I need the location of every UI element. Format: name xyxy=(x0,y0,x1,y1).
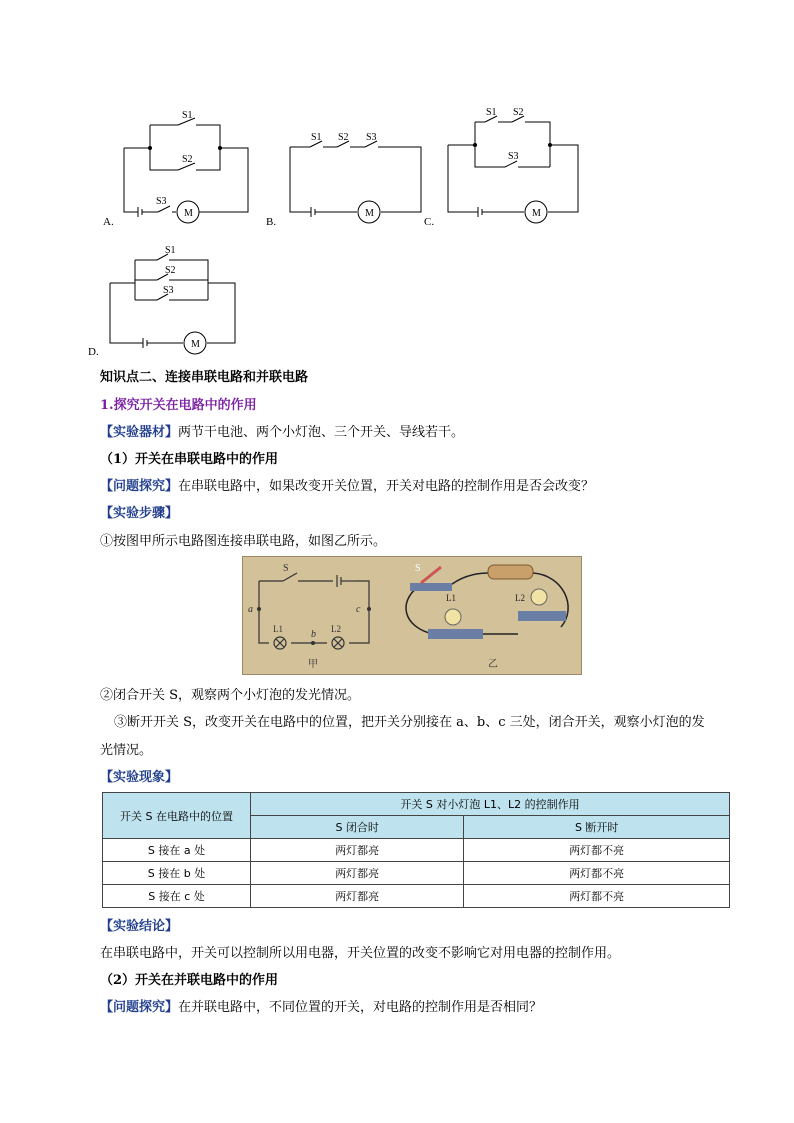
label-s1: S1 xyxy=(311,132,322,143)
label-s2: S2 xyxy=(338,132,349,143)
label-s3: S3 xyxy=(156,196,167,207)
conclusion-text: 在串联电路中，开关可以控制所以用电器，开关位置的改变不影响它对用电器的控制作用。 xyxy=(100,946,621,961)
circuit-diagram-b xyxy=(285,125,435,225)
table-cell: 两灯都不亮 xyxy=(464,862,730,885)
motor-label: M xyxy=(365,208,374,219)
experiment-figure xyxy=(242,556,582,675)
table-header-open: S 断开时 xyxy=(464,816,730,839)
question2-text: 在并联电路中，不同位置的开关，对电路的控制作用是否相同？ xyxy=(178,1000,543,1015)
option-b-label: B. xyxy=(266,216,277,228)
table-cell: 两灯都不亮 xyxy=(464,839,730,862)
label-s3: S3 xyxy=(366,132,377,143)
question2-label: 【问题探究】 xyxy=(100,1000,179,1015)
figure-yi-label: 乙 xyxy=(488,659,498,670)
figure-l1-label: L1 xyxy=(273,624,283,634)
figure-a-label: a xyxy=(248,604,253,615)
label-s1: S1 xyxy=(486,107,497,118)
label-s2: S2 xyxy=(182,154,193,165)
equipment-label: 【实验器材】 xyxy=(100,425,179,440)
table-cell: 两灯都亮 xyxy=(251,839,464,862)
figure-c-label: c xyxy=(356,604,361,615)
steps-label: 【实验步骤】 xyxy=(100,506,179,521)
label-s1: S1 xyxy=(182,110,193,121)
table-cell: 两灯都亮 xyxy=(251,862,464,885)
phenomenon-table xyxy=(102,792,730,908)
table-row xyxy=(103,862,730,885)
question1-line xyxy=(100,475,594,494)
question2-line xyxy=(100,996,542,1015)
figure-s-label: S xyxy=(283,563,289,574)
circuit-diagram-c xyxy=(440,105,585,225)
table-cell: S 接在 a 处 xyxy=(103,839,251,862)
figure-photo-l1-label: L1 xyxy=(446,593,456,603)
question1-label: 【问题探究】 xyxy=(100,479,179,494)
table-cell: S 接在 b 处 xyxy=(103,862,251,885)
step3-line1: ③断开开关 S，改变开关在电路中的位置，把开关分别接在 a、b、c 三处，闭合开关，观察小灯泡的发 xyxy=(114,715,705,730)
option-d-label: D. xyxy=(88,346,99,358)
step2: ②闭合开关 S，观察两个小灯泡的发光情况。 xyxy=(100,688,361,703)
option-a-label: A. xyxy=(103,216,114,228)
label-s2: S2 xyxy=(513,107,524,118)
figure-jia-label: 甲 xyxy=(308,659,318,670)
question1-text: 在串联电路中，如果改变开关位置，开关对电路的控制作用是否会改变？ xyxy=(178,479,595,494)
figure-b-label: b xyxy=(311,629,316,640)
figure-l2-label: L2 xyxy=(331,624,341,634)
label-s3: S3 xyxy=(163,285,174,296)
motor-label: M xyxy=(532,208,541,219)
step1: ①按图甲所示电路图连接串联电路，如图乙所示。 xyxy=(100,534,387,549)
phenomenon-label: 【实验现象】 xyxy=(100,770,179,785)
circuit-diagram-a xyxy=(100,105,260,230)
option-c-label: C. xyxy=(424,216,435,228)
part2-title: （2）开关在并联电路中的作用 xyxy=(100,973,279,988)
equipment-text: 两节干电池、两个小灯泡、三个开关、导线若干。 xyxy=(178,425,465,440)
sub-title: 1.探究开关在电路中的作用 xyxy=(100,398,257,413)
label-s2: S2 xyxy=(165,265,176,276)
table-header-position: 开关 S 在电路中的位置 xyxy=(103,793,251,839)
figure-photo-l2-label: L2 xyxy=(515,593,525,603)
table-row xyxy=(103,839,730,862)
label-s1: S1 xyxy=(165,245,176,256)
table-cell: 两灯都亮 xyxy=(251,885,464,908)
table-row xyxy=(103,885,730,908)
equipment-line xyxy=(100,421,464,440)
label-s3: S3 xyxy=(508,151,519,162)
section-title: 知识点二、连接串联电路和并联电路 xyxy=(100,370,309,385)
figure-photo-s-label: S xyxy=(415,563,421,574)
step3-line2: 光情况。 xyxy=(100,743,153,758)
motor-label: M xyxy=(184,208,193,219)
table-header-closed: S 闭合时 xyxy=(251,816,464,839)
table-header-group: 开关 S 对小灯泡 L1、L2 的控制作用 xyxy=(251,793,730,816)
part1-title: （1）开关在串联电路中的作用 xyxy=(100,452,279,467)
table-cell: 两灯都不亮 xyxy=(464,885,730,908)
conclusion-label: 【实验结论】 xyxy=(100,919,179,934)
motor-label: M xyxy=(191,339,200,350)
table-cell: S 接在 c 处 xyxy=(103,885,251,908)
circuit-diagram-d xyxy=(105,243,245,358)
